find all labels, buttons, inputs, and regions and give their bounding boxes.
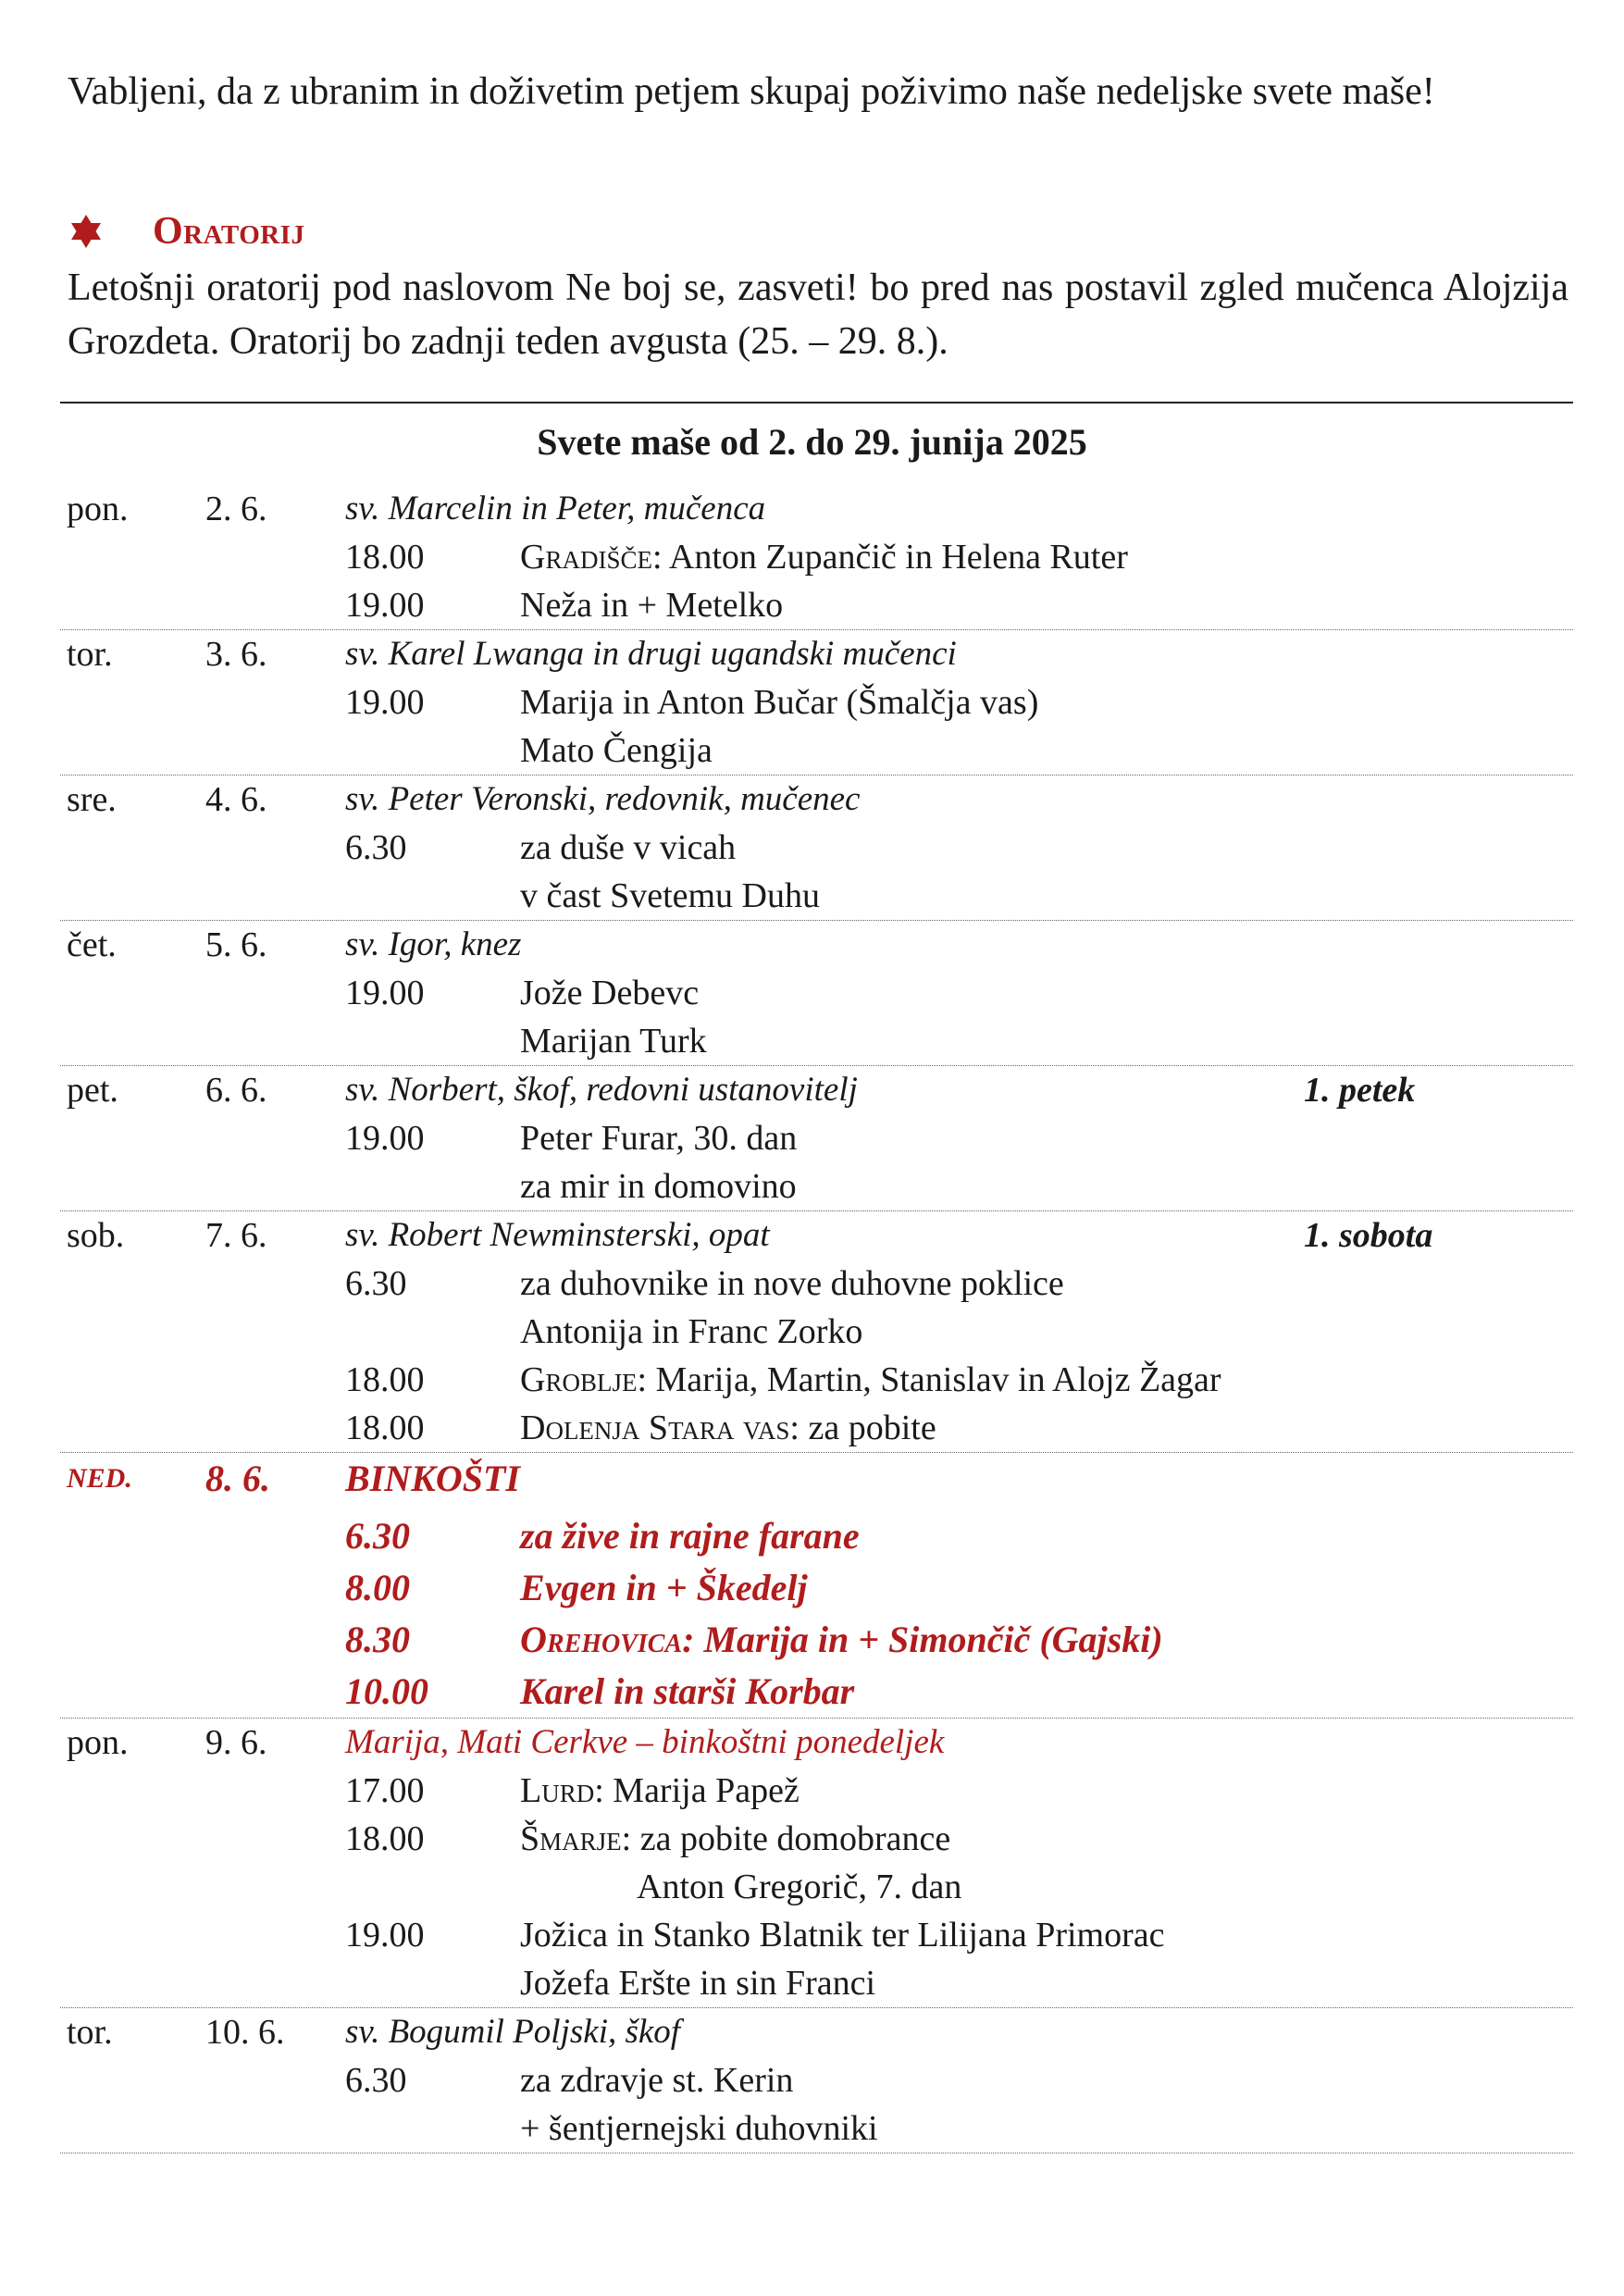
- day-block: [60, 776, 1573, 921]
- mass-place: Orehovica:: [520, 1619, 695, 1660]
- mass-place: Lurd:: [520, 1771, 604, 1810]
- schedule-title: Svete maše od 2. do 29. junija 2025: [537, 421, 1087, 463]
- intro-text: Vabljeni, da z ubranim in doživetim petjem skupaj poživimo naše nedeljske svete maše!: [68, 70, 1435, 113]
- mass-intention: za mir in domovino: [520, 1167, 797, 1206]
- day-date: 8. 6.: [205, 1458, 270, 1499]
- mass-intention: Neža in + Metelko: [520, 586, 784, 625]
- day-block: [60, 2008, 1573, 2153]
- day-name: pet.: [67, 1071, 118, 1110]
- mass-intention: v čast Svetemu Duhu: [520, 876, 821, 915]
- mass-time: 18.00: [345, 1409, 425, 1447]
- day-block: [60, 1719, 1573, 2008]
- mass-intention: za duhovnike in nove duhovne poklice: [520, 1264, 1064, 1303]
- mass-intention: Evgen in + Škedelj: [520, 1567, 808, 1608]
- mass-time: 19.00: [345, 1119, 425, 1158]
- mass-intention: za pobite domobrance: [639, 1819, 951, 1858]
- mass-intention: + šentjernejski duhovniki: [520, 2109, 878, 2148]
- mass-place: Groblje:: [520, 1360, 648, 1399]
- mass-intention: Karel in starši Korbar: [520, 1670, 855, 1712]
- mass-time: 6.30: [345, 1264, 407, 1303]
- day-date: 5. 6.: [205, 925, 267, 964]
- star-icon: [68, 213, 105, 250]
- mass-intention: Jože Debevc: [520, 974, 700, 1012]
- saint-of-day: sv. Robert Newminsterski, opat: [345, 1216, 770, 1254]
- oratorij-text: Letošnji oratorij pod naslovom Ne boj se, zasveti! bo pred nas postavil zgled mučenca Alojzija Grozdeta. Oratorij bo zadnji teden avgusta (25. – 29. 8.).: [68, 267, 1568, 363]
- mass-schedule: [60, 485, 1573, 2153]
- mass-intention: Anton Gregorič, 7. dan: [637, 1868, 962, 1906]
- mass-place: Dolenja Stara vas:: [520, 1409, 800, 1447]
- mass-intention: Marija Papež: [613, 1771, 800, 1810]
- saint-of-day: sv. Igor, knez: [345, 925, 522, 963]
- mass-intention: Marijan Turk: [520, 1022, 707, 1061]
- day-name: čet.: [67, 925, 117, 964]
- saint-of-day: sv. Marcelin in Peter, mučenca: [345, 490, 766, 527]
- mass-place: Gradišče:: [520, 538, 663, 577]
- mass-intention: za duše v vicah: [520, 828, 737, 867]
- mass-intention: Mato Čengija: [520, 731, 713, 770]
- mass-intention: za pobite: [808, 1409, 936, 1447]
- mass-intention: Marija in Anton Bučar (Šmalčja vas): [520, 683, 1039, 722]
- day-date: 2. 6.: [205, 490, 267, 528]
- mass-intention: za žive in rajne farane: [520, 1515, 860, 1557]
- day-block: [60, 1211, 1573, 1453]
- day-date: 9. 6.: [205, 1723, 267, 1762]
- day-name: tor.: [67, 2013, 113, 2052]
- saint-of-day: sv. Peter Veronski, redovnik, mučenec: [345, 780, 861, 818]
- mass-time: 8.00: [345, 1567, 410, 1608]
- day-name: pon.: [67, 490, 129, 528]
- day-name: sre.: [67, 780, 117, 819]
- mass-intention: Marija in + Simončič (Gajski): [703, 1619, 1163, 1660]
- day-block: [60, 485, 1573, 630]
- mass-time: 18.00: [345, 1360, 425, 1399]
- mass-place: Šmarje:: [520, 1819, 632, 1858]
- mass-intention: Jožica in Stanko Blatnik ter Lilijana Primorac: [520, 1916, 1165, 1955]
- day-name: sob.: [67, 1216, 125, 1255]
- mass-time: 8.30: [345, 1619, 410, 1660]
- sunday-block: [60, 1453, 1573, 1719]
- day-date: 10. 6.: [205, 2013, 285, 2052]
- mass-time: 18.00: [345, 538, 425, 577]
- mass-time: 6.30: [345, 2061, 407, 2100]
- mass-time: 19.00: [345, 683, 425, 722]
- mass-intention: Antonija in Franc Zorko: [520, 1312, 863, 1351]
- mass-time: 18.00: [345, 1819, 425, 1858]
- day-date: 4. 6.: [205, 780, 267, 819]
- mass-time: 19.00: [345, 974, 425, 1012]
- saint-of-day: sv. Norbert, škof, redovni ustanovitelj: [345, 1071, 858, 1109]
- day-block: [60, 1066, 1573, 1211]
- saint-of-day: Marija, Mati Cerkve – binkoštni ponedeljek: [345, 1723, 945, 1761]
- saint-of-day: sv. Bogumil Poljski, škof: [345, 2013, 681, 2051]
- day-date: 6. 6.: [205, 1071, 267, 1110]
- section-divider: [60, 402, 1573, 403]
- day-block: [60, 630, 1573, 776]
- mass-intention: Anton Zupančič in Helena Ruter: [668, 538, 1128, 577]
- day-note: 1. petek: [1304, 1071, 1416, 1110]
- mass-time: 17.00: [345, 1771, 425, 1810]
- day-name: NED.: [67, 1463, 132, 1494]
- feast-title: BINKOŠTI: [345, 1458, 520, 1499]
- mass-time: 19.00: [345, 586, 425, 625]
- mass-time: 6.30: [345, 1515, 410, 1557]
- day-date: 3. 6.: [205, 635, 267, 674]
- mass-time: 10.00: [345, 1670, 428, 1712]
- day-block: [60, 921, 1573, 1066]
- mass-intention: Marija, Martin, Stanislav in Alojz Žagar: [655, 1360, 1221, 1399]
- day-note: 1. sobota: [1304, 1216, 1433, 1255]
- mass-intention: Jožefa Eršte in sin Franci: [520, 1964, 876, 2003]
- oratorij-title: Oratorij: [153, 210, 305, 253]
- day-name: tor.: [67, 635, 113, 674]
- saint-of-day: sv. Karel Lwanga in drugi ugandski mučenci: [345, 635, 957, 673]
- mass-time: 19.00: [345, 1916, 425, 1955]
- mass-time: 6.30: [345, 828, 407, 867]
- day-name: pon.: [67, 1723, 129, 1762]
- mass-intention: za zdravje st. Kerin: [520, 2061, 794, 2100]
- oratorij-heading: [68, 205, 305, 257]
- mass-intention: Peter Furar, 30. dan: [520, 1119, 798, 1158]
- day-date: 7. 6.: [205, 1216, 267, 1255]
